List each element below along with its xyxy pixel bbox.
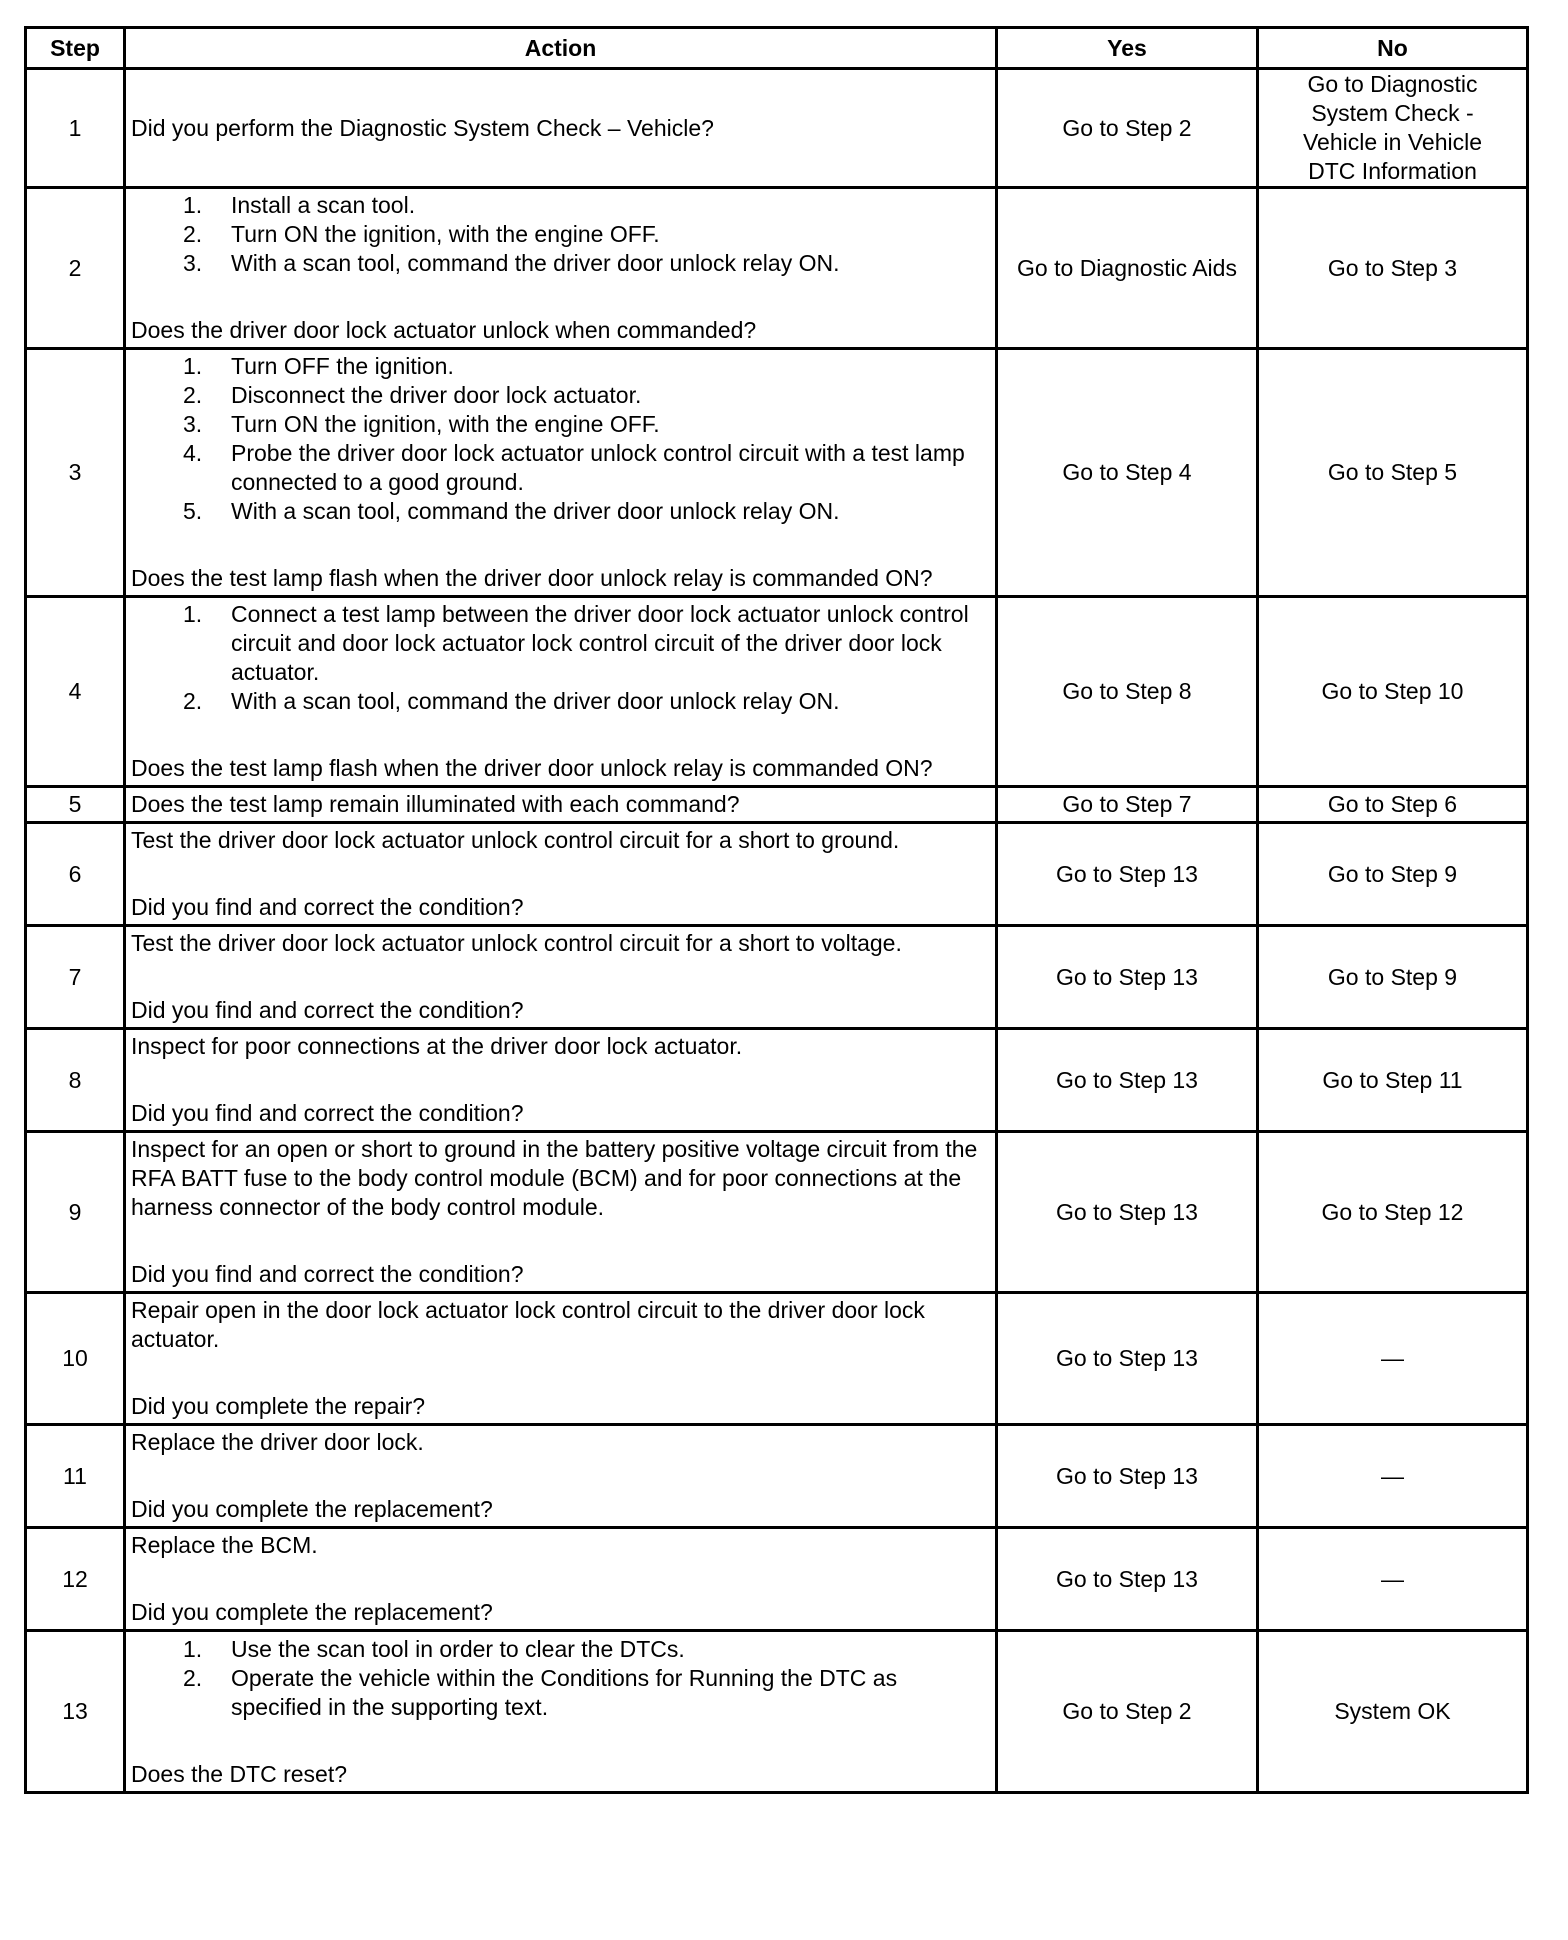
no-cell: Go to Step 11	[1258, 1029, 1528, 1132]
action-cell	[125, 69, 997, 188]
question-text: Did you find and correct the condition?	[131, 1100, 524, 1126]
yes-cell: Go to Step 8	[997, 597, 1258, 787]
no-cell: Go to Step 6	[1258, 787, 1528, 823]
yes-cell: Go to Step 2	[997, 69, 1258, 188]
table-row	[26, 1528, 1528, 1631]
question-text: Does the driver door lock actuator unlock when commanded?	[131, 317, 757, 343]
action-text: Inspect for poor connections at the driver door lock actuator.	[131, 1033, 743, 1059]
instruction-item: 2. Disconnect the driver door lock actuator.	[183, 382, 642, 408]
action-text: Repair open in the door lock actuator lock control circuit to the driver door lock actuator.	[131, 1297, 925, 1352]
question-text: Did you find and correct the condition?	[131, 1261, 524, 1287]
yes-cell: Go to Step 13	[997, 1029, 1258, 1132]
step-number: 5	[26, 787, 125, 823]
question-text: Did you find and correct the condition?	[131, 894, 524, 920]
step-number: 8	[26, 1029, 125, 1132]
action-text: Inspect for an open or short to ground in the battery positive voltage circuit from the RFA BATT fuse to the body control module (BCM) and for poor connections at the harness connector of the body control module.	[131, 1136, 978, 1220]
header-action: Action	[125, 28, 997, 69]
action-cell	[125, 1425, 997, 1528]
diagnostic-table	[24, 26, 1529, 1794]
no-cell: Go to Step 12	[1258, 1132, 1528, 1293]
table-row	[26, 926, 1528, 1029]
table-row	[26, 787, 1528, 823]
question-text: Does the test lamp flash when the driver door unlock relay is commanded ON?	[131, 565, 933, 591]
no-cell: Go to Step 9	[1258, 926, 1528, 1029]
step-number: 2	[26, 188, 125, 349]
action-cell	[125, 823, 997, 926]
step-number: 1	[26, 69, 125, 188]
instruction-item: 5. With a scan tool, command the driver door unlock relay ON.	[183, 498, 840, 524]
no-cell: Go to Step 5	[1258, 349, 1528, 597]
no-cell: —	[1258, 1425, 1528, 1528]
table-row	[26, 1029, 1528, 1132]
table-row	[26, 823, 1528, 926]
action-cell	[125, 597, 997, 787]
header-step: Step	[26, 28, 125, 69]
yes-cell: Go to Step 13	[997, 823, 1258, 926]
instruction-item: 2. With a scan tool, command the driver door unlock relay ON.	[183, 688, 840, 714]
action-cell	[125, 188, 997, 349]
yes-cell: Go to Step 4	[997, 349, 1258, 597]
action-cell	[125, 926, 997, 1029]
no-cell: Go to Step 9	[1258, 823, 1528, 926]
instruction-item: 1. Use the scan tool in order to clear the DTCs.	[183, 1635, 685, 1662]
no-cell: System OK	[1258, 1631, 1528, 1793]
yes-cell: Go to Step 13	[997, 1132, 1258, 1293]
instruction-item: 4. Probe the driver door lock actuator unlock control circuit with a test lamp connected to a good ground.	[183, 440, 965, 495]
header-row	[26, 28, 1528, 69]
table-row	[26, 1631, 1528, 1793]
instruction-item: 1. Connect a test lamp between the driver door lock actuator unlock control circuit and door lock actuator lock control circuit of the driver door lock actuator.	[183, 601, 969, 685]
yes-cell: Go to Step 7	[997, 787, 1258, 823]
instruction-item: 1. Turn OFF the ignition.	[183, 353, 454, 379]
table-row	[26, 188, 1528, 349]
yes-cell: Go to Step 13	[997, 1425, 1258, 1528]
table-row	[26, 69, 1528, 188]
question-text: Does the test lamp flash when the driver door unlock relay is commanded ON?	[131, 755, 933, 781]
no-cell: Go to Step 10	[1258, 597, 1528, 787]
question-text: Does the DTC reset?	[131, 1760, 348, 1787]
action-text: Test the driver door lock actuator unlock control circuit for a short to voltage.	[131, 930, 902, 956]
step-number: 3	[26, 349, 125, 597]
instruction-item: 3. With a scan tool, command the driver door unlock relay ON.	[183, 250, 840, 276]
instruction-list	[131, 1635, 990, 1722]
yes-cell: Go to Step 13	[997, 926, 1258, 1029]
yes-cell: Go to Step 13	[997, 1528, 1258, 1631]
step-number: 4	[26, 597, 125, 787]
question-text: Did you complete the repair?	[131, 1393, 426, 1419]
table-row	[26, 1132, 1528, 1293]
question-text: Did you complete the replacement?	[131, 1496, 493, 1522]
instruction-list	[131, 191, 990, 278]
instruction-item: 2. Operate the vehicle within the Conditions for Running the DTC as specified in the supporting text.	[183, 1664, 898, 1720]
question-text: Did you find and correct the condition?	[131, 997, 524, 1023]
action-text: Replace the driver door lock.	[131, 1429, 424, 1455]
instruction-list	[131, 352, 990, 526]
action-cell	[125, 1029, 997, 1132]
header-no: No	[1258, 28, 1528, 69]
no-cell: Go to Step 3	[1258, 188, 1528, 349]
yes-cell: Go to Step 2	[997, 1631, 1258, 1793]
step-number: 6	[26, 823, 125, 926]
action-cell	[125, 787, 997, 823]
table-row	[26, 597, 1528, 787]
yes-cell: Go to Step 13	[997, 1293, 1258, 1425]
action-cell	[125, 1293, 997, 1425]
instruction-item: 1. Install a scan tool.	[183, 192, 416, 218]
instruction-item: 2. Turn ON the ignition, with the engine OFF.	[183, 221, 660, 247]
no-cell: Go to Diagnostic System Check - Vehicle in Vehicle DTC Information	[1258, 69, 1528, 188]
step-number: 13	[26, 1631, 125, 1793]
header-yes: Yes	[997, 28, 1258, 69]
action-cell	[125, 1132, 997, 1293]
action-cell	[125, 1631, 997, 1793]
table-row	[26, 349, 1528, 597]
step-number: 9	[26, 1132, 125, 1293]
step-number: 10	[26, 1293, 125, 1425]
instruction-item: 3. Turn ON the ignition, with the engine OFF.	[183, 411, 660, 437]
no-cell: —	[1258, 1528, 1528, 1631]
instruction-list	[131, 600, 990, 716]
yes-cell: Go to Diagnostic Aids	[997, 188, 1258, 349]
no-cell: —	[1258, 1293, 1528, 1425]
step-number: 12	[26, 1528, 125, 1631]
table-row	[26, 1425, 1528, 1528]
table-row	[26, 1293, 1528, 1425]
question-text: Did you complete the replacement?	[131, 1599, 493, 1625]
step-number: 7	[26, 926, 125, 1029]
action-cell	[125, 349, 997, 597]
action-text: Test the driver door lock actuator unlock control circuit for a short to ground.	[131, 827, 900, 853]
step-number: 11	[26, 1425, 125, 1528]
action-cell	[125, 1528, 997, 1631]
action-text: Replace the BCM.	[131, 1532, 318, 1558]
question-text: Did you perform the Diagnostic System Check – Vehicle?	[131, 114, 714, 141]
question-text: Does the test lamp remain illuminated with each command?	[131, 791, 740, 817]
